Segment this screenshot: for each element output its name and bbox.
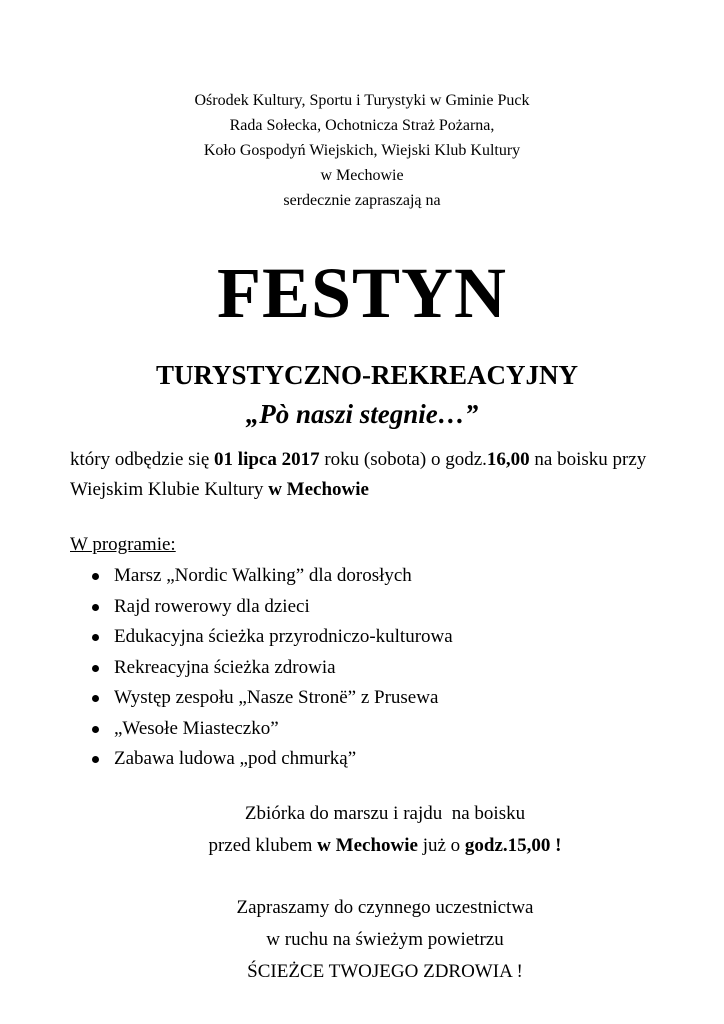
program-item-label: Marsz „Nordic Walking” dla dorosłych [114, 565, 412, 586]
program-item [92, 744, 453, 775]
gathering-block [0, 798, 724, 862]
invitation-line-2: w ruchu na świeżym powietrzu [266, 929, 504, 950]
info-text-2: roku (sobota) o godz. [319, 449, 487, 470]
event-time: 16,00 [486, 449, 530, 470]
event-title: FESTYN [216, 253, 508, 333]
bullet-icon [92, 665, 99, 672]
bullet-icon [92, 726, 99, 733]
bullet-icon [92, 604, 99, 611]
program-heading: W programie: [70, 534, 176, 555]
info-text-1: który odbędzie się [70, 449, 215, 470]
program-item [92, 683, 453, 714]
program-item-label: Zabawa ludowa „pod chmurką” [114, 748, 357, 769]
program-item [92, 653, 453, 684]
invitation-line-1: Zapraszamy do czynnego uczestnictwa [236, 897, 534, 918]
organizers-block [0, 88, 724, 213]
gathering-place: w Mechowie [317, 835, 418, 856]
program-item-label: Rekreacyjna ścieżka zdrowia [114, 656, 336, 678]
event-date: 01 lipca 2017 [214, 449, 320, 470]
invitation-block [0, 892, 724, 988]
program-item [92, 622, 453, 653]
gathering-text-a: przed klubem [208, 835, 318, 856]
program-item-label: Występ zespołu „Nasze Stronë” z Prusewa [114, 687, 439, 708]
program-item [92, 561, 453, 592]
invitation-line-3: ŚCIEŻCE TWOJEGO ZDROWIA ! [247, 961, 523, 982]
event-place: w Mechowie [268, 479, 369, 500]
gathering-text-b: już o [417, 835, 465, 856]
gathering-line-2 [0, 830, 724, 862]
program-item-label: Rajd rowerowy dla dzieci [114, 595, 310, 617]
program-item [92, 592, 453, 623]
event-motto: „Pò naszi stegnie…” [245, 399, 479, 429]
bullet-icon [92, 756, 99, 763]
event-subtitle: TURYSTYCZNO-REKREACYJNY [155, 360, 579, 390]
organizers-line-5: serdecznie zapraszają na [283, 192, 441, 209]
program-item [92, 714, 453, 745]
event-info [70, 445, 670, 505]
gathering-line-1: Zbiórka do marszu i rajdu na boisku [244, 803, 526, 824]
program-list [92, 561, 453, 775]
program-item-label: Edukacyjna ścieżka przyrodniczo-kulturowa [114, 626, 453, 647]
gathering-time: godz.15,00 ! [464, 835, 562, 856]
organizers-line-4: w Mechowie [320, 167, 404, 184]
bullet-icon [92, 573, 99, 580]
organizers-line-2: Rada Sołecka, Ochotnicza Straż Pożarna, [229, 117, 495, 134]
info-text-3: na boisku przy Wiejskim Klubie Kultury [70, 449, 647, 500]
bullet-icon [92, 634, 99, 641]
organizers-line-3: Koło Gospodyń Wiejskich, Wiejski Klub Kultury [203, 142, 521, 159]
program-item-label: „Wesołe Miasteczko” [114, 717, 279, 739]
organizers-line-1: Ośrodek Kultury, Sportu i Turystyki w Gminie Puck [194, 92, 530, 109]
bullet-icon [92, 695, 99, 702]
